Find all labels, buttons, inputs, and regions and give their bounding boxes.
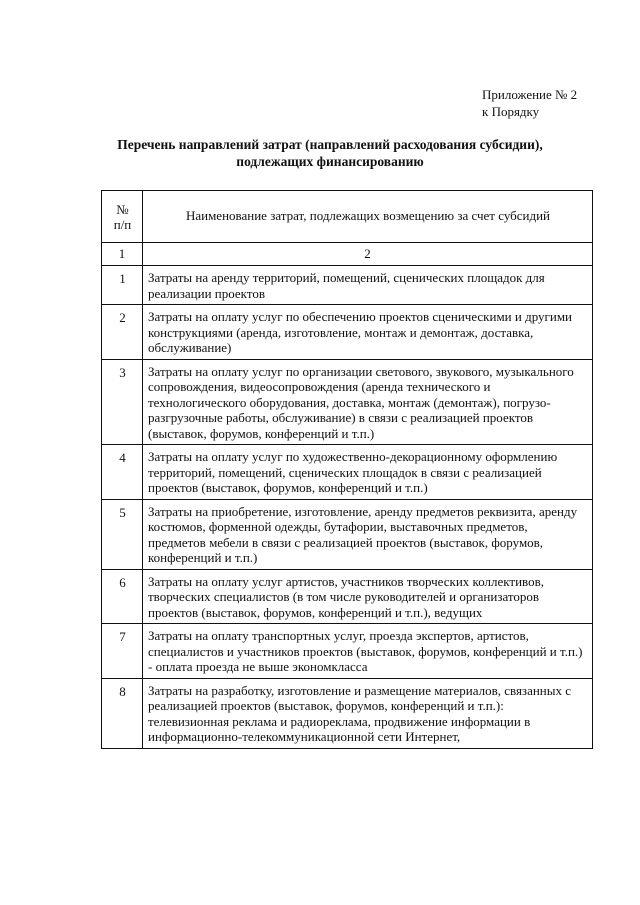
row-text: Затраты на аренду территорий, помещений, сценических площадок для реализации проектов bbox=[143, 266, 593, 305]
table-row bbox=[102, 305, 593, 360]
appendix-reference bbox=[482, 86, 577, 120]
header-number-abbr: п/п bbox=[113, 217, 132, 232]
row-number: 6 bbox=[102, 569, 143, 624]
table-row bbox=[102, 266, 593, 305]
table-row bbox=[102, 569, 593, 624]
row-number: 3 bbox=[102, 359, 143, 445]
table-row bbox=[102, 445, 593, 500]
appendix-order: к Порядку bbox=[482, 104, 540, 119]
document-title bbox=[100, 136, 560, 170]
row-text: Затраты на разработку, изготовление и размещение материалов, связанных с реализацией проектов (выставок, форумов, конференций и т.п.): телевизионная реклама и радиореклама, продвижение информации в информационно-телекоммуникационной сети Интернет, bbox=[143, 678, 593, 748]
table-row bbox=[102, 499, 593, 569]
table-subheader-row bbox=[102, 243, 593, 266]
table-row bbox=[102, 359, 593, 445]
subheader-col-1: 1 bbox=[102, 243, 143, 266]
header-number-cell bbox=[102, 191, 143, 243]
row-number: 5 bbox=[102, 499, 143, 569]
document-title-line2: подлежащих финансированию bbox=[236, 154, 424, 169]
subheader-col-2: 2 bbox=[143, 243, 593, 266]
row-number: 2 bbox=[102, 305, 143, 360]
header-number-symbol: № bbox=[116, 201, 129, 217]
row-text: Затраты на оплату услуг артистов, участников творческих коллективов, творческих специалистов (в том числе руководителей и организаторов проектов (выставок, форумов, конференций и т.п.), ведущих bbox=[143, 569, 593, 624]
row-number: 4 bbox=[102, 445, 143, 500]
table-header-row bbox=[102, 191, 593, 243]
row-text: Затраты на оплату транспортных услуг, проезда экспертов, артистов, специалистов и участников проектов (выставок, форумов, конференций и т.п.) - оплата проезда не выше экономкласса bbox=[143, 624, 593, 679]
expenses-table bbox=[101, 190, 593, 749]
table-row bbox=[102, 624, 593, 679]
appendix-number: Приложение № 2 bbox=[482, 87, 578, 102]
row-number: 7 bbox=[102, 624, 143, 679]
row-number: 1 bbox=[102, 266, 143, 305]
row-text: Затраты на приобретение, изготовление, аренду предметов реквизита, аренду костюмов, форменной одежды, бутафории, выставочных предметов, предметов мебели в связи с реализацией проектов (выставок, форумов, конференций и т.п.) bbox=[143, 499, 593, 569]
document-title-line1: Перечень направлений затрат (направлений расходования субсидии), bbox=[117, 137, 543, 152]
row-number: 8 bbox=[102, 678, 143, 748]
row-text: Затраты на оплату услуг по обеспечению проектов сценическими и другими конструкциями (аренда, изготовление, монтаж и демонтаж, доставка, обслуживание) bbox=[143, 305, 593, 360]
table-row bbox=[102, 678, 593, 748]
row-text: Затраты на оплату услуг по художественно-декорационному оформлению территорий, помещений, сценических площадок в связи с реализацией проектов (выставок, форумов, конференций и т.п.) bbox=[143, 445, 593, 500]
header-name-cell: Наименование затрат, подлежащих возмещению за счет субсидий bbox=[143, 191, 593, 243]
row-text: Затраты на оплату услуг по организации светового, звукового, музыкального сопровождения, видеосопровождения (аренда технического и технологического оборудования, доставка, монтаж (демонтаж), погрузо-разгрузочные работы, обслуживание) в связи с реализацией проектов (выставок, форумов, конференций и т.п.) bbox=[143, 359, 593, 445]
